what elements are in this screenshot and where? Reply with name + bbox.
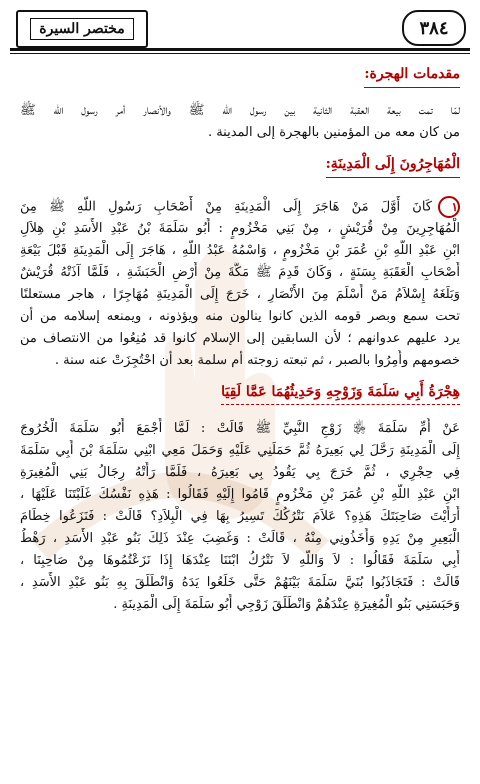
section-heading-hijra-preludes: مقدمات الهجرة: <box>364 62 460 88</box>
paragraph-line: وَحَبَسَنِي بَنُو الْمُغِيرَةِ عِنْدَهُمْ وَانْطَلَقَ زَوْجِي أَبُو سَلَمَةَ إِلَى الْمَدِينَةِ . <box>113 597 460 612</box>
paragraph-line: الْبَعِيرِ مِنْ يَدِهِ وَأَخَذُونِي مِنْهُ ، قَالَتْ : وَغَضِبَ عِنْدَ ذَلِكَ بَنُو عَبْدِ الأَسَدِ ، رَهْطُ <box>20 531 460 546</box>
paragraph-line <box>20 196 460 218</box>
header-rule <box>10 48 470 51</box>
paragraph-line: إِلَى الْمَدِينَةِ رَحَّلَ لِي بَعِيرَهُ ثُمَّ حَمَلَنِي عَلَيْهِ وَحَمَلَ مَعِي ابْنِي سَلَمَةَ بْنَ أَبِي سَلَمَةَ <box>20 443 460 458</box>
section-heading-abu-salama: هِجْرَةُ أَبِي سَلَمَةَ وَزَوْجِهِ وَحَدِيثُهُمَا عَمَّا لَقِيَا <box>221 380 460 405</box>
paragraph-line: الْمُهَاجِرِينَ مِنْ قُرَيْشٍ ، مِنْ بَنِي مَخْزُومٍ : أَبُو سَلَمَةَ بْنُ عَبْدِ الأَسَدِ بْنِ هِلاَلِ <box>20 221 460 236</box>
page-number: ٣٨٤ <box>402 10 466 46</box>
book-title-frame <box>16 10 148 48</box>
paragraph-line-text: كَانَ أَوَّلَ مَنْ هَاجَرَ إِلَى الْمَدِينَةِ مِنْ أَصْحَابِ رَسُولِ اللَّهِ ﷺ مِنَ <box>20 199 432 215</box>
book-title: مختصر السيرة <box>30 18 133 40</box>
paragraph-line: فِي حِجْرِي ، ثُمَّ خَرَجَ بِي يَقُودُ بِي بَعِيرَهُ ، فَلَمَّا رَأَتْهُ رِجَالُ بَنِي الْمُغِيرَةِ <box>20 465 460 480</box>
paragraph-line: عَنْ أُمِّ سَلَمَةَ ﵂ زَوْجِ النَّبِيِّ ﷺ قَالَتْ : لَمَّا أَجْمَعَ أَبُو سَلَمَةَ الْخُرُوجَ <box>20 421 460 436</box>
paragraph-line: أَصْحَابِ الْعَقَبَةِ بِسَنَةٍ ، وَكَانَ قَدِمَ ﷺ مَكَّةَ مِنْ أَرْضِ الْحَبَشَةِ ، فَلَمَّا آذَتْهُ قُرَيْشٌ <box>20 265 460 280</box>
header-rule-thin <box>10 53 470 54</box>
paragraph-line: ابْنِ عَبْدِ اللَّهِ بْنِ عُمَرَ بْنِ مَخْزُومٍ قَامُوا إِلَيْهِ فَقَالُوا : هَذِهِ نَفْسُكَ غَلَبْتَنَا عَلَيْهَا ، <box>20 487 460 502</box>
paragraph-line: من كان معه من المؤمنين بالهجرة إلى المدينة . <box>207 125 460 140</box>
page-header <box>10 10 470 52</box>
paragraph-line: أَبِي سَلَمَةَ فَقَالُوا : لاَ وَاللَّهِ لاَ نَتْرُكُ ابْنَنَا عِنْدَهَا إِذَا نَزَعْتُمُوهَا مِنْ صَاحِبِنَا ، <box>20 553 460 568</box>
page-body <box>20 62 460 616</box>
paragraph-line: تحت سمع وبصر قومه الذين كانوا ينالون منه ويؤذونه ، ويمنعه إسلامه من أن <box>20 309 460 324</box>
paragraph-line: أَرَأَيْتَ صَاحِبَتَكَ هَذِهِ؟ عَلاَمَ نَتْرُكُكَ تَسِيرُ بِهَا فِي الْبِلاَدِ؟ قَالَتْ : فَنَزَعُوا خِطَامَ <box>20 509 460 524</box>
paragraph-line: خصومهم وأُمِرُوا بالصبر ، ثم تبعته زوجته أم سلمة بعد أن احْتُجِزَتْ عنه سنة . <box>54 353 460 368</box>
paragraph-line: يرد عليهم عدوانهم ؛ لأن السابقين إلى الإسلام كانوا قد مُنِعُوا من الانتصاف من <box>20 331 460 346</box>
paragraph-line: قَالَتْ : فَتَجَاذَبُوا بُنَيَّ سَلَمَةَ بَيْنَهُمْ حَتَّى خَلَعُوا يَدَهُ وَانْطَلَقَ بِهِ بَنُو عَبْدِ الأَسَدِ ، <box>20 575 460 590</box>
paragraph-number: ١ <box>438 196 460 218</box>
section-heading-emigrants: الْمُهَاجِرُونَ إِلَى الْمَدِينَةِ: <box>326 152 460 178</box>
paragraph-line: وَبَلَغَهُ إِسْلاَمُ مَنْ أَسْلَمَ مِنَ الأَنْصَارِ ، خَرَجَ إِلَى الْمَدِينَةِ مُهَاجِرًا ، هاجر مستعلنًا <box>20 287 460 302</box>
paragraph-line: ابْنِ عَبْدِ اللَّهِ بْنِ عُمَرَ بْنِ مَخْزُومٍ ، وَاسْمُهُ عَبْدُ اللَّهِ ، هَاجَرَ إِلَى الْمَدِينَةِ قَبْلَ بَيْعَةِ <box>20 243 460 258</box>
paragraph-line: لمّا تمت بيعة العقبة الثانية بين رسول الله ﷺ والأنصار أمر رسول الله ﷺ <box>20 103 460 118</box>
